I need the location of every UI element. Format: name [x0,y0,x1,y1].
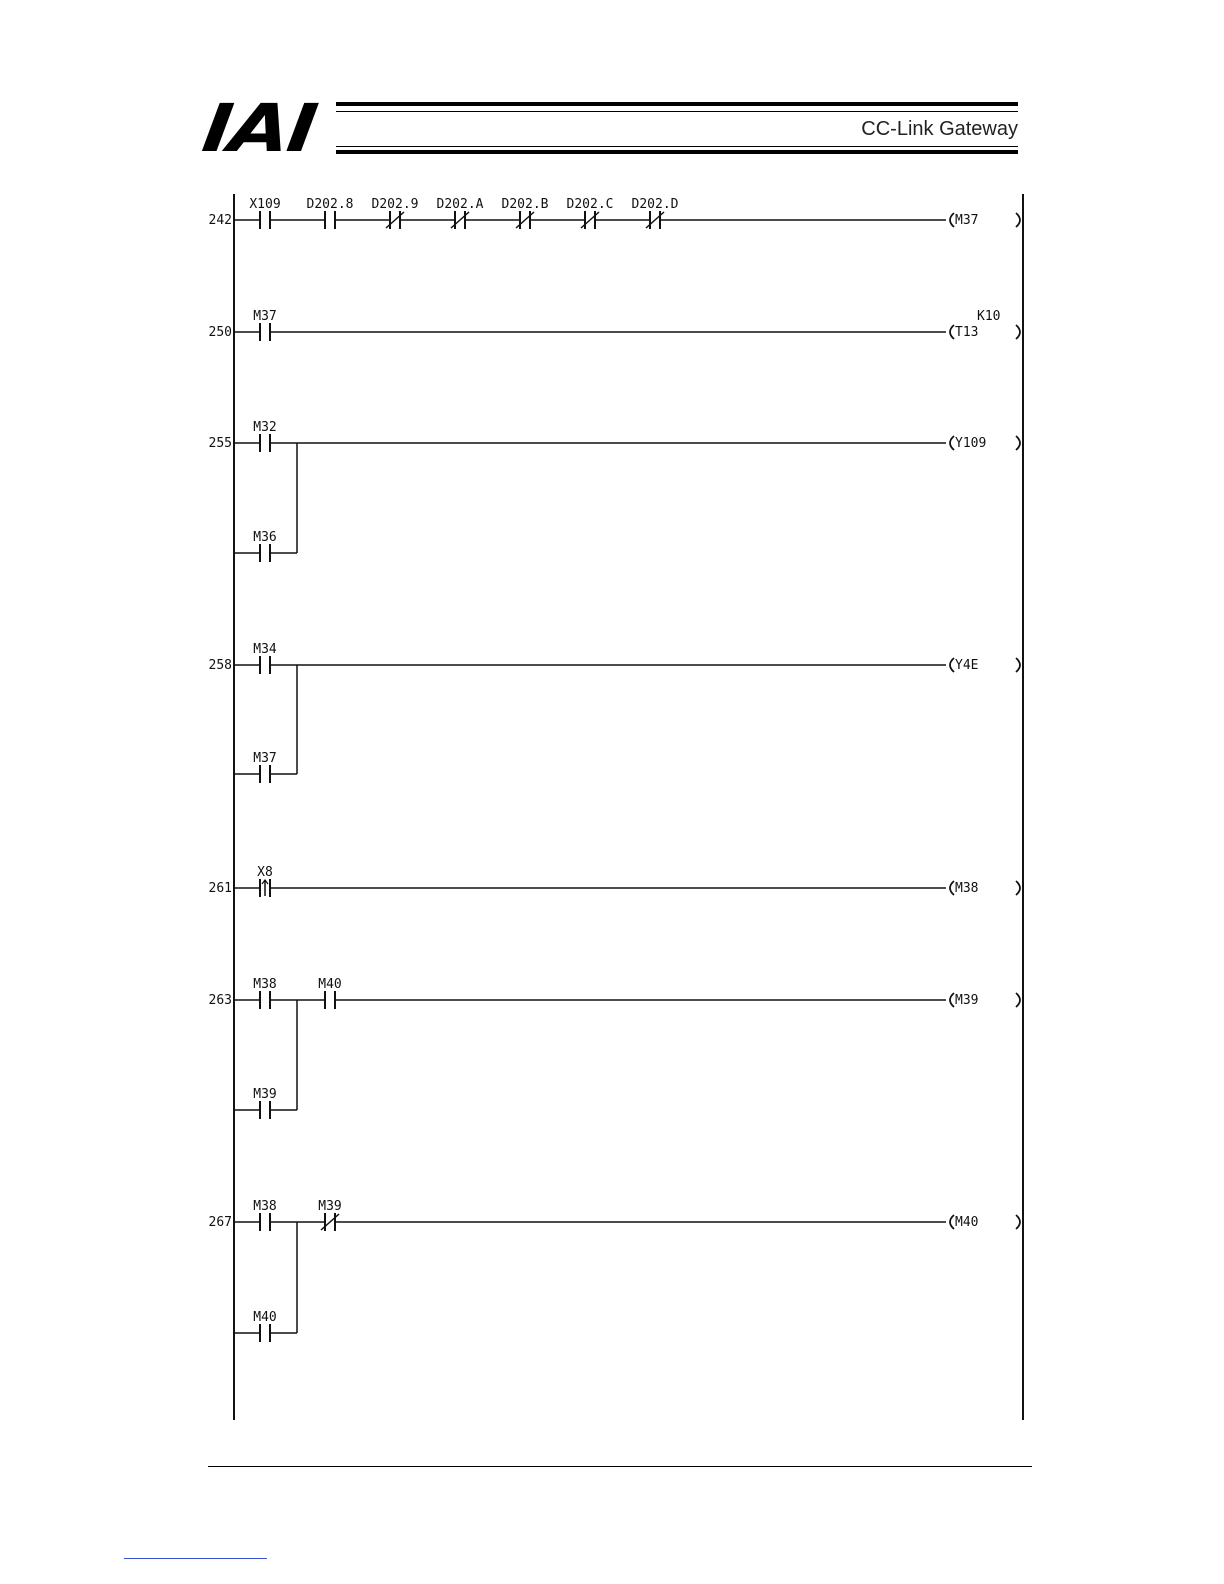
contact-label: M38 [253,1199,277,1214]
contact-m39 [253,1087,276,1119]
coil-y4e [950,658,1020,673]
coil-label: T13 [955,325,979,340]
contact-label: M40 [318,977,342,992]
rung-263 [209,977,1020,1119]
contact-label: M36 [253,530,277,545]
step-number: 261 [208,881,232,896]
contact-m39 [318,1199,341,1231]
step-number: 242 [208,213,232,228]
footer-link-underline [124,1558,267,1559]
rung-267 [209,1199,1020,1342]
step-number: 258 [208,658,232,673]
contact-label: M37 [253,309,277,324]
step-number: 255 [208,436,232,451]
coil-label: M38 [955,881,979,896]
coil-label: M40 [955,1215,979,1230]
power-rails [234,194,1023,1420]
contact-d202-8 [307,197,354,229]
contact-d202-c [567,197,614,229]
coil-m37 [950,213,1020,228]
contact-label: D202.9 [371,197,419,212]
rung-242 [209,197,1020,229]
contact-d202-a [437,197,484,229]
step-number: 263 [208,993,232,1008]
coil-label: M37 [955,213,979,228]
contact-label: D202.C [566,197,614,212]
rung-250 [209,309,1020,341]
coil-y109 [950,436,1020,451]
contact-label: M40 [253,1310,277,1325]
contact-label: X109 [249,197,281,212]
contact-m37 [253,751,276,783]
contact-label: M32 [253,420,277,435]
document-title: CC-Link Gateway [861,118,1018,140]
iai-logo: IAI [198,90,321,167]
coil-parameter: K10 [977,309,1001,324]
contact-label: D202.A [436,197,484,212]
coil-m40 [950,1215,1020,1230]
contact-m40 [318,977,341,1009]
contact-d202-d [632,197,679,229]
coil-label: Y109 [955,436,987,451]
rung-261 [209,865,1020,897]
contact-x8 [257,865,273,897]
contact-label: D202.B [501,197,549,212]
contact-label: D202.8 [306,197,354,212]
rung-255 [209,420,1020,562]
contact-d202-b [502,197,549,229]
coil-m38 [950,881,1020,896]
contact-d202-9 [372,197,419,229]
coil-label: Y4E [955,658,979,673]
rung-258 [209,642,1020,783]
contact-label: M39 [253,1087,277,1102]
contact-label: M37 [253,751,277,766]
contact-m37 [253,309,276,341]
contact-m34 [253,642,277,674]
contact-m32 [253,420,276,452]
contact-label: M38 [253,977,277,992]
contact-label: M39 [318,1199,342,1214]
coil-t13 [950,309,1020,340]
coil-m39 [950,993,1020,1008]
contact-m40 [253,1310,276,1342]
contact-x109 [249,197,280,229]
step-number: 267 [208,1215,232,1230]
coil-label: M39 [955,993,979,1008]
contact-m38 [253,1199,276,1231]
contact-m38 [253,977,276,1009]
step-number: 250 [208,325,232,340]
rungs [209,197,1020,1342]
footer-rule [208,1466,1032,1467]
contact-label: D202.D [631,197,679,212]
contact-label: X8 [257,865,273,880]
contact-m36 [253,530,276,562]
contact-label: M34 [253,642,277,657]
